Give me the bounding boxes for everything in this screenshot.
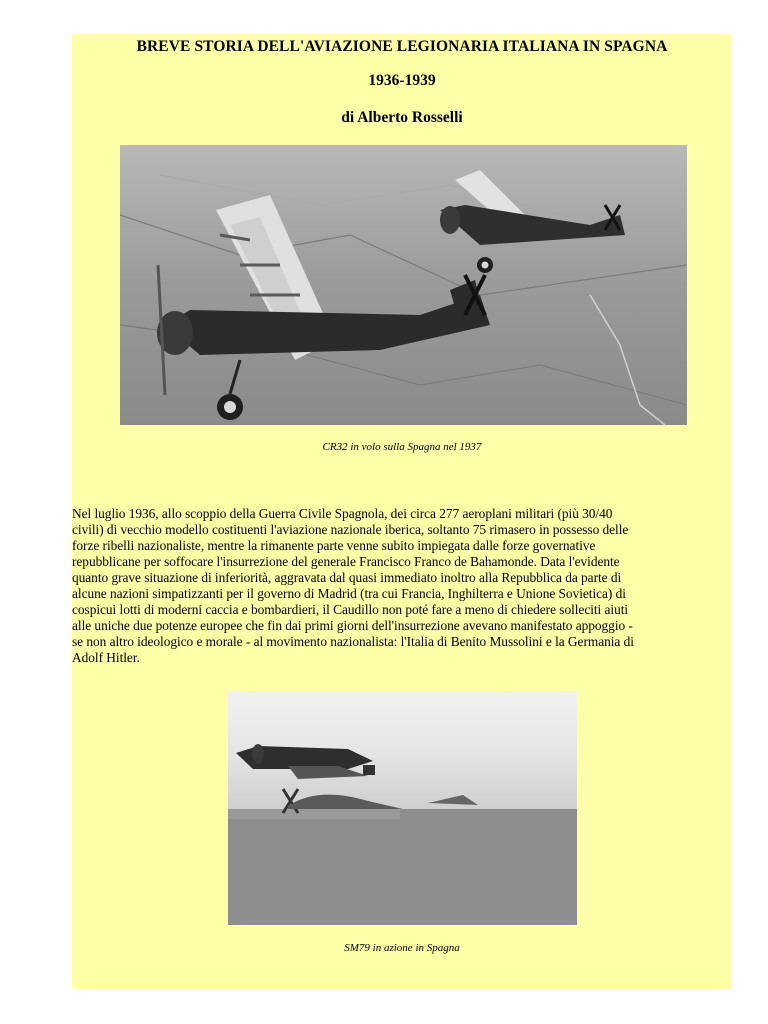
document-page [72, 34, 732, 989]
body-line: cospicui lotti di moderni caccia e bombardieri, il Caudillo non poté fare a meno di chiedere solleciti aiuti [72, 602, 629, 617]
document-author: di Alberto Rosselli [341, 109, 463, 126]
body-line: Adolf Hitler. [72, 650, 140, 665]
figure2-caption: SM79 in azione in Spagna [344, 942, 460, 954]
body-line: Nel luglio 1936, allo scoppio della Guerra Civile Spagnola, dei circa 277 aeroplani militari (più 30/40 [72, 506, 613, 521]
body-line: forze ribelli nazionaliste, mentre la rimanente parte venne subito impiegata dalle forze governative [72, 538, 596, 553]
body-line: repubblicane per soffocare l'insurrezione del generale Francisco Franco de Bahamonde. Data l'evidente [72, 554, 620, 569]
figure1-caption: CR32 in volo sulla Spagna nel 1937 [322, 441, 482, 453]
body-line: alle uniche due potenze europee che fin dai primi giorni dell'insurrezione avevano manifestato appoggio - [72, 618, 633, 633]
body-line: alcune nazioni simpatizzanti per il governo di Madrid (tra cui Francia, Inghilterra e Unione Sovietica) di [72, 586, 626, 601]
body-paragraph [72, 506, 734, 666]
body-line: quanto grave situazione di inferiorità, aggravata dal quasi immediato inoltro alla Repubblica da parte di [72, 570, 622, 585]
sm79-photo [228, 691, 577, 925]
document-title: BREVE STORIA DELL'AVIAZIONE LEGIONARIA ITALIANA IN SPAGNA [136, 38, 668, 55]
cr32-photo [120, 145, 687, 425]
document-years: 1936-1939 [368, 72, 436, 89]
body-line: se non altro ideologico e morale - al movimento nazionalista: l'Italia di Benito Mussolini e la Germania di [72, 634, 634, 649]
body-line: civili) di vecchio modello costituenti l'aviazione nazionale iberica, soltanto 75 rimasero in possesso delle [72, 522, 629, 537]
